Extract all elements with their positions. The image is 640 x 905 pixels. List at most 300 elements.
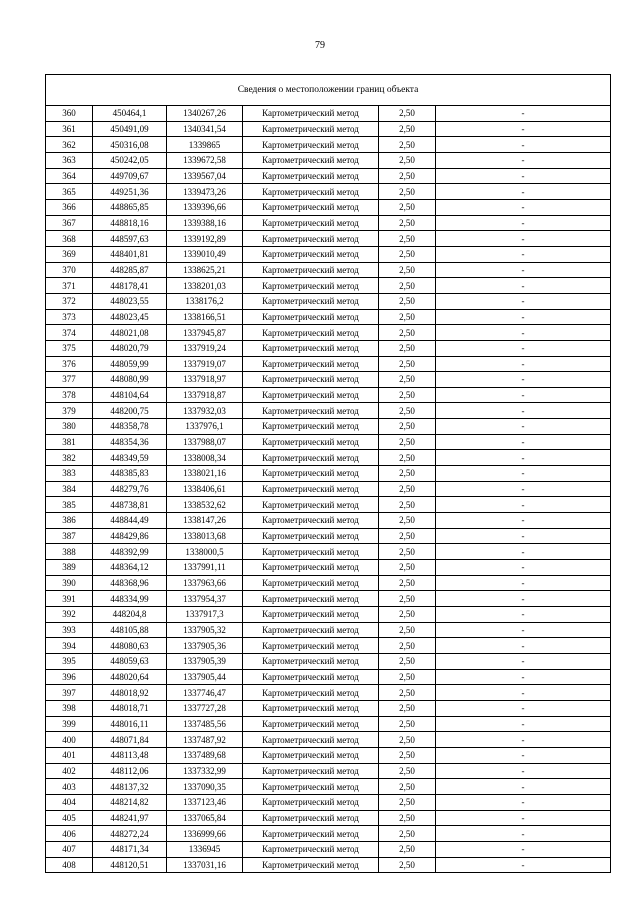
point-number-cell: 388 <box>46 544 93 560</box>
point-number-cell: 363 <box>46 152 93 168</box>
method-cell: Картометрический метод <box>243 700 379 716</box>
table-row <box>46 340 611 356</box>
description-cell: - <box>436 325 611 341</box>
accuracy-cell: 2,50 <box>379 262 436 278</box>
point-number-cell: 379 <box>46 403 93 419</box>
y-coordinate-cell: 1337954,37 <box>167 591 243 607</box>
y-coordinate-cell: 1337090,35 <box>167 779 243 795</box>
point-number-cell: 380 <box>46 419 93 435</box>
y-coordinate-cell: 1336999,66 <box>167 826 243 842</box>
table-row <box>46 184 611 200</box>
method-cell: Картометрический метод <box>243 137 379 153</box>
point-number-cell: 371 <box>46 278 93 294</box>
point-number-cell: 394 <box>46 638 93 654</box>
x-coordinate-cell: 448171,34 <box>93 841 167 857</box>
method-cell: Картометрический метод <box>243 716 379 732</box>
x-coordinate-cell: 448018,71 <box>93 700 167 716</box>
y-coordinate-cell: 1337123,46 <box>167 794 243 810</box>
table-row <box>46 497 611 513</box>
description-cell: - <box>436 481 611 497</box>
table-row <box>46 591 611 607</box>
accuracy-cell: 2,50 <box>379 450 436 466</box>
description-cell: - <box>436 700 611 716</box>
accuracy-cell: 2,50 <box>379 199 436 215</box>
table-row <box>46 403 611 419</box>
description-cell: - <box>436 450 611 466</box>
table-row <box>46 466 611 482</box>
point-number-cell: 385 <box>46 497 93 513</box>
point-number-cell: 373 <box>46 309 93 325</box>
point-number-cell: 393 <box>46 622 93 638</box>
point-number-cell: 381 <box>46 434 93 450</box>
method-cell: Картометрический метод <box>243 309 379 325</box>
table-row <box>46 325 611 341</box>
table-row <box>46 262 611 278</box>
x-coordinate-cell: 450491,09 <box>93 121 167 137</box>
x-coordinate-cell: 448080,63 <box>93 638 167 654</box>
method-cell: Картометрический метод <box>243 450 379 466</box>
description-cell: - <box>436 826 611 842</box>
accuracy-cell: 2,50 <box>379 685 436 701</box>
point-number-cell: 362 <box>46 137 93 153</box>
method-cell: Картометрический метод <box>243 121 379 137</box>
table-row <box>46 481 611 497</box>
description-cell: - <box>436 403 611 419</box>
y-coordinate-cell: 1338176,2 <box>167 293 243 309</box>
method-cell: Картометрический метод <box>243 372 379 388</box>
x-coordinate-cell: 448023,55 <box>93 293 167 309</box>
x-coordinate-cell: 448200,75 <box>93 403 167 419</box>
x-coordinate-cell: 448104,64 <box>93 387 167 403</box>
point-number-cell: 397 <box>46 685 93 701</box>
y-coordinate-cell: 1337919,07 <box>167 356 243 372</box>
y-coordinate-cell: 1337905,39 <box>167 653 243 669</box>
description-cell: - <box>436 106 611 122</box>
accuracy-cell: 2,50 <box>379 653 436 669</box>
accuracy-cell: 2,50 <box>379 560 436 576</box>
description-cell: - <box>436 184 611 200</box>
description-cell: - <box>436 419 611 435</box>
method-cell: Картометрический метод <box>243 669 379 685</box>
method-cell: Картометрический метод <box>243 215 379 231</box>
method-cell: Картометрический метод <box>243 199 379 215</box>
table-row <box>46 278 611 294</box>
accuracy-cell: 2,50 <box>379 419 436 435</box>
method-cell: Картометрический метод <box>243 794 379 810</box>
table-row <box>46 387 611 403</box>
table-row <box>46 513 611 529</box>
x-coordinate-cell: 448105,88 <box>93 622 167 638</box>
method-cell: Картометрический метод <box>243 278 379 294</box>
accuracy-cell: 2,50 <box>379 669 436 685</box>
description-cell: - <box>436 293 611 309</box>
point-number-cell: 408 <box>46 857 93 873</box>
accuracy-cell: 2,50 <box>379 513 436 529</box>
description-cell: - <box>436 544 611 560</box>
point-number-cell: 383 <box>46 466 93 482</box>
y-coordinate-cell: 1336945 <box>167 841 243 857</box>
table-row <box>46 293 611 309</box>
point-number-cell: 395 <box>46 653 93 669</box>
point-number-cell: 366 <box>46 199 93 215</box>
description-cell: - <box>436 231 611 247</box>
x-coordinate-cell: 448429,86 <box>93 528 167 544</box>
method-cell: Картометрический метод <box>243 591 379 607</box>
description-cell: - <box>436 607 611 623</box>
point-number-cell: 375 <box>46 340 93 356</box>
table-row <box>46 747 611 763</box>
description-cell: - <box>436 152 611 168</box>
y-coordinate-cell: 1337905,44 <box>167 669 243 685</box>
description-cell: - <box>436 841 611 857</box>
description-cell: - <box>436 779 611 795</box>
y-coordinate-cell: 1339010,49 <box>167 246 243 262</box>
table-row <box>46 215 611 231</box>
accuracy-cell: 2,50 <box>379 387 436 403</box>
description-cell: - <box>436 121 611 137</box>
y-coordinate-cell: 1337332,99 <box>167 763 243 779</box>
y-coordinate-cell: 1339865 <box>167 137 243 153</box>
point-number-cell: 405 <box>46 810 93 826</box>
point-number-cell: 378 <box>46 387 93 403</box>
accuracy-cell: 2,50 <box>379 356 436 372</box>
table-row <box>46 419 611 435</box>
point-number-cell: 387 <box>46 528 93 544</box>
description-cell: - <box>436 716 611 732</box>
description-cell: - <box>436 387 611 403</box>
point-number-cell: 367 <box>46 215 93 231</box>
y-coordinate-cell: 1338166,51 <box>167 309 243 325</box>
x-coordinate-cell: 448844,49 <box>93 513 167 529</box>
point-number-cell: 392 <box>46 607 93 623</box>
x-coordinate-cell: 448059,99 <box>93 356 167 372</box>
y-coordinate-cell: 1337988,07 <box>167 434 243 450</box>
description-cell: - <box>436 857 611 873</box>
x-coordinate-cell: 448334,99 <box>93 591 167 607</box>
y-coordinate-cell: 1337945,87 <box>167 325 243 341</box>
table-row <box>46 372 611 388</box>
x-coordinate-cell: 448401,81 <box>93 246 167 262</box>
y-coordinate-cell: 1337489,68 <box>167 747 243 763</box>
accuracy-cell: 2,50 <box>379 841 436 857</box>
method-cell: Картометрический метод <box>243 419 379 435</box>
method-cell: Картометрический метод <box>243 607 379 623</box>
point-number-cell: 382 <box>46 450 93 466</box>
description-cell: - <box>436 560 611 576</box>
table-row <box>46 669 611 685</box>
point-number-cell: 399 <box>46 716 93 732</box>
description-cell: - <box>436 262 611 278</box>
boundary-coordinates-table <box>45 74 611 873</box>
method-cell: Картометрический метод <box>243 246 379 262</box>
method-cell: Картометрический метод <box>243 638 379 654</box>
table-row <box>46 450 611 466</box>
point-number-cell: 386 <box>46 513 93 529</box>
description-cell: - <box>436 137 611 153</box>
description-cell: - <box>436 168 611 184</box>
y-coordinate-cell: 1340267,26 <box>167 106 243 122</box>
accuracy-cell: 2,50 <box>379 779 436 795</box>
point-number-cell: 365 <box>46 184 93 200</box>
accuracy-cell: 2,50 <box>379 121 436 137</box>
point-number-cell: 390 <box>46 575 93 591</box>
description-cell: - <box>436 513 611 529</box>
x-coordinate-cell: 448071,84 <box>93 732 167 748</box>
table-row <box>46 857 611 873</box>
point-number-cell: 374 <box>46 325 93 341</box>
description-cell: - <box>436 356 611 372</box>
y-coordinate-cell: 1338147,26 <box>167 513 243 529</box>
point-number-cell: 376 <box>46 356 93 372</box>
method-cell: Картометрический метод <box>243 481 379 497</box>
accuracy-cell: 2,50 <box>379 466 436 482</box>
point-number-cell: 401 <box>46 747 93 763</box>
accuracy-cell: 2,50 <box>379 826 436 842</box>
method-cell: Картометрический метод <box>243 403 379 419</box>
description-cell: - <box>436 685 611 701</box>
table-row <box>46 152 611 168</box>
table-row <box>46 246 611 262</box>
table-row <box>46 168 611 184</box>
point-number-cell: 364 <box>46 168 93 184</box>
description-cell: - <box>436 810 611 826</box>
description-cell: - <box>436 246 611 262</box>
table-title: Сведения о местоположении границ объекта <box>46 75 611 106</box>
point-number-cell: 406 <box>46 826 93 842</box>
x-coordinate-cell: 448285,87 <box>93 262 167 278</box>
description-cell: - <box>436 340 611 356</box>
y-coordinate-cell: 1337963,66 <box>167 575 243 591</box>
y-coordinate-cell: 1337905,36 <box>167 638 243 654</box>
y-coordinate-cell: 1340341,54 <box>167 121 243 137</box>
point-number-cell: 407 <box>46 841 93 857</box>
description-cell: - <box>436 466 611 482</box>
y-coordinate-cell: 1337905,32 <box>167 622 243 638</box>
method-cell: Картометрический метод <box>243 513 379 529</box>
x-coordinate-cell: 448358,78 <box>93 419 167 435</box>
y-coordinate-cell: 1337487,92 <box>167 732 243 748</box>
accuracy-cell: 2,50 <box>379 747 436 763</box>
table-row <box>46 231 611 247</box>
method-cell: Картометрический метод <box>243 528 379 544</box>
description-cell: - <box>436 372 611 388</box>
accuracy-cell: 2,50 <box>379 528 436 544</box>
method-cell: Картометрический метод <box>243 779 379 795</box>
point-number-cell: 404 <box>46 794 93 810</box>
table-row <box>46 826 611 842</box>
method-cell: Картометрический метод <box>243 293 379 309</box>
table-row <box>46 575 611 591</box>
method-cell: Картометрический метод <box>243 106 379 122</box>
x-coordinate-cell: 448354,36 <box>93 434 167 450</box>
y-coordinate-cell: 1338013,68 <box>167 528 243 544</box>
y-coordinate-cell: 1338021,16 <box>167 466 243 482</box>
point-number-cell: 361 <box>46 121 93 137</box>
point-number-cell: 396 <box>46 669 93 685</box>
accuracy-cell: 2,50 <box>379 607 436 623</box>
x-coordinate-cell: 448204,8 <box>93 607 167 623</box>
method-cell: Картометрический метод <box>243 168 379 184</box>
table-row <box>46 121 611 137</box>
table-row <box>46 106 611 122</box>
accuracy-cell: 2,50 <box>379 497 436 513</box>
description-cell: - <box>436 794 611 810</box>
point-number-cell: 370 <box>46 262 93 278</box>
description-cell: - <box>436 591 611 607</box>
accuracy-cell: 2,50 <box>379 544 436 560</box>
method-cell: Картометрический метод <box>243 340 379 356</box>
x-coordinate-cell: 450242,05 <box>93 152 167 168</box>
y-coordinate-cell: 1337919,24 <box>167 340 243 356</box>
accuracy-cell: 2,50 <box>379 372 436 388</box>
table-row <box>46 716 611 732</box>
y-coordinate-cell: 1337031,16 <box>167 857 243 873</box>
table-row <box>46 434 611 450</box>
table-row <box>46 560 611 576</box>
point-number-cell: 402 <box>46 763 93 779</box>
accuracy-cell: 2,50 <box>379 152 436 168</box>
accuracy-cell: 2,50 <box>379 481 436 497</box>
point-number-cell: 398 <box>46 700 93 716</box>
accuracy-cell: 2,50 <box>379 325 436 341</box>
x-coordinate-cell: 448214,82 <box>93 794 167 810</box>
x-coordinate-cell: 448392,99 <box>93 544 167 560</box>
method-cell: Картометрический метод <box>243 387 379 403</box>
table-row <box>46 779 611 795</box>
y-coordinate-cell: 1339396,66 <box>167 199 243 215</box>
table-row <box>46 841 611 857</box>
x-coordinate-cell: 448349,59 <box>93 450 167 466</box>
y-coordinate-cell: 1338532,62 <box>167 497 243 513</box>
accuracy-cell: 2,50 <box>379 857 436 873</box>
y-coordinate-cell: 1339192,89 <box>167 231 243 247</box>
x-coordinate-cell: 450316,08 <box>93 137 167 153</box>
method-cell: Картометрический метод <box>243 466 379 482</box>
description-cell: - <box>436 622 611 638</box>
x-coordinate-cell: 448021,08 <box>93 325 167 341</box>
table-row <box>46 685 611 701</box>
point-number-cell: 372 <box>46 293 93 309</box>
x-coordinate-cell: 448368,96 <box>93 575 167 591</box>
method-cell: Картометрический метод <box>243 231 379 247</box>
method-cell: Картометрический метод <box>243 857 379 873</box>
description-cell: - <box>436 278 611 294</box>
accuracy-cell: 2,50 <box>379 575 436 591</box>
point-number-cell: 403 <box>46 779 93 795</box>
table-row <box>46 653 611 669</box>
accuracy-cell: 2,50 <box>379 622 436 638</box>
point-number-cell: 384 <box>46 481 93 497</box>
accuracy-cell: 2,50 <box>379 231 436 247</box>
method-cell: Картометрический метод <box>243 434 379 450</box>
point-number-cell: 369 <box>46 246 93 262</box>
x-coordinate-cell: 448597,63 <box>93 231 167 247</box>
table-row <box>46 700 611 716</box>
method-cell: Картометрический метод <box>243 732 379 748</box>
x-coordinate-cell: 448364,12 <box>93 560 167 576</box>
method-cell: Картометрический метод <box>243 262 379 278</box>
point-number-cell: 360 <box>46 106 93 122</box>
accuracy-cell: 2,50 <box>379 716 436 732</box>
y-coordinate-cell: 1338625,21 <box>167 262 243 278</box>
method-cell: Картометрический метод <box>243 653 379 669</box>
y-coordinate-cell: 1339473,26 <box>167 184 243 200</box>
description-cell: - <box>436 199 611 215</box>
y-coordinate-cell: 1338000,5 <box>167 544 243 560</box>
y-coordinate-cell: 1338406,61 <box>167 481 243 497</box>
x-coordinate-cell: 448241,97 <box>93 810 167 826</box>
table-row <box>46 607 611 623</box>
description-cell: - <box>436 309 611 325</box>
y-coordinate-cell: 1337918,97 <box>167 372 243 388</box>
x-coordinate-cell: 448738,81 <box>93 497 167 513</box>
method-cell: Картометрический метод <box>243 685 379 701</box>
x-coordinate-cell: 448120,51 <box>93 857 167 873</box>
table-row <box>46 622 611 638</box>
method-cell: Картометрический метод <box>243 325 379 341</box>
method-cell: Картометрический метод <box>243 544 379 560</box>
accuracy-cell: 2,50 <box>379 763 436 779</box>
y-coordinate-cell: 1337918,87 <box>167 387 243 403</box>
point-number-cell: 377 <box>46 372 93 388</box>
accuracy-cell: 2,50 <box>379 215 436 231</box>
x-coordinate-cell: 449251,36 <box>93 184 167 200</box>
x-coordinate-cell: 449709,67 <box>93 168 167 184</box>
accuracy-cell: 2,50 <box>379 340 436 356</box>
description-cell: - <box>436 653 611 669</box>
method-cell: Картометрический метод <box>243 184 379 200</box>
y-coordinate-cell: 1337976,1 <box>167 419 243 435</box>
description-cell: - <box>436 497 611 513</box>
accuracy-cell: 2,50 <box>379 168 436 184</box>
method-cell: Картометрический метод <box>243 575 379 591</box>
y-coordinate-cell: 1337065,84 <box>167 810 243 826</box>
table-row <box>46 794 611 810</box>
table-row <box>46 544 611 560</box>
table-row <box>46 309 611 325</box>
x-coordinate-cell: 448020,79 <box>93 340 167 356</box>
accuracy-cell: 2,50 <box>379 794 436 810</box>
x-coordinate-cell: 450464,1 <box>93 106 167 122</box>
x-coordinate-cell: 448385,83 <box>93 466 167 482</box>
accuracy-cell: 2,50 <box>379 278 436 294</box>
x-coordinate-cell: 448018,92 <box>93 685 167 701</box>
y-coordinate-cell: 1339672,58 <box>167 152 243 168</box>
method-cell: Картометрический метод <box>243 747 379 763</box>
accuracy-cell: 2,50 <box>379 137 436 153</box>
method-cell: Картометрический метод <box>243 810 379 826</box>
method-cell: Картометрический метод <box>243 622 379 638</box>
table-row <box>46 732 611 748</box>
page-number: 79 <box>315 40 325 51</box>
table-body <box>46 106 611 873</box>
method-cell: Картометрический метод <box>243 560 379 576</box>
method-cell: Картометрический метод <box>243 763 379 779</box>
accuracy-cell: 2,50 <box>379 184 436 200</box>
description-cell: - <box>436 575 611 591</box>
method-cell: Картометрический метод <box>243 152 379 168</box>
description-cell: - <box>436 528 611 544</box>
table-row <box>46 763 611 779</box>
accuracy-cell: 2,50 <box>379 638 436 654</box>
y-coordinate-cell: 1337746,47 <box>167 685 243 701</box>
table-row <box>46 199 611 215</box>
accuracy-cell: 2,50 <box>379 434 436 450</box>
point-number-cell: 400 <box>46 732 93 748</box>
method-cell: Картометрический метод <box>243 826 379 842</box>
accuracy-cell: 2,50 <box>379 106 436 122</box>
table-row <box>46 356 611 372</box>
